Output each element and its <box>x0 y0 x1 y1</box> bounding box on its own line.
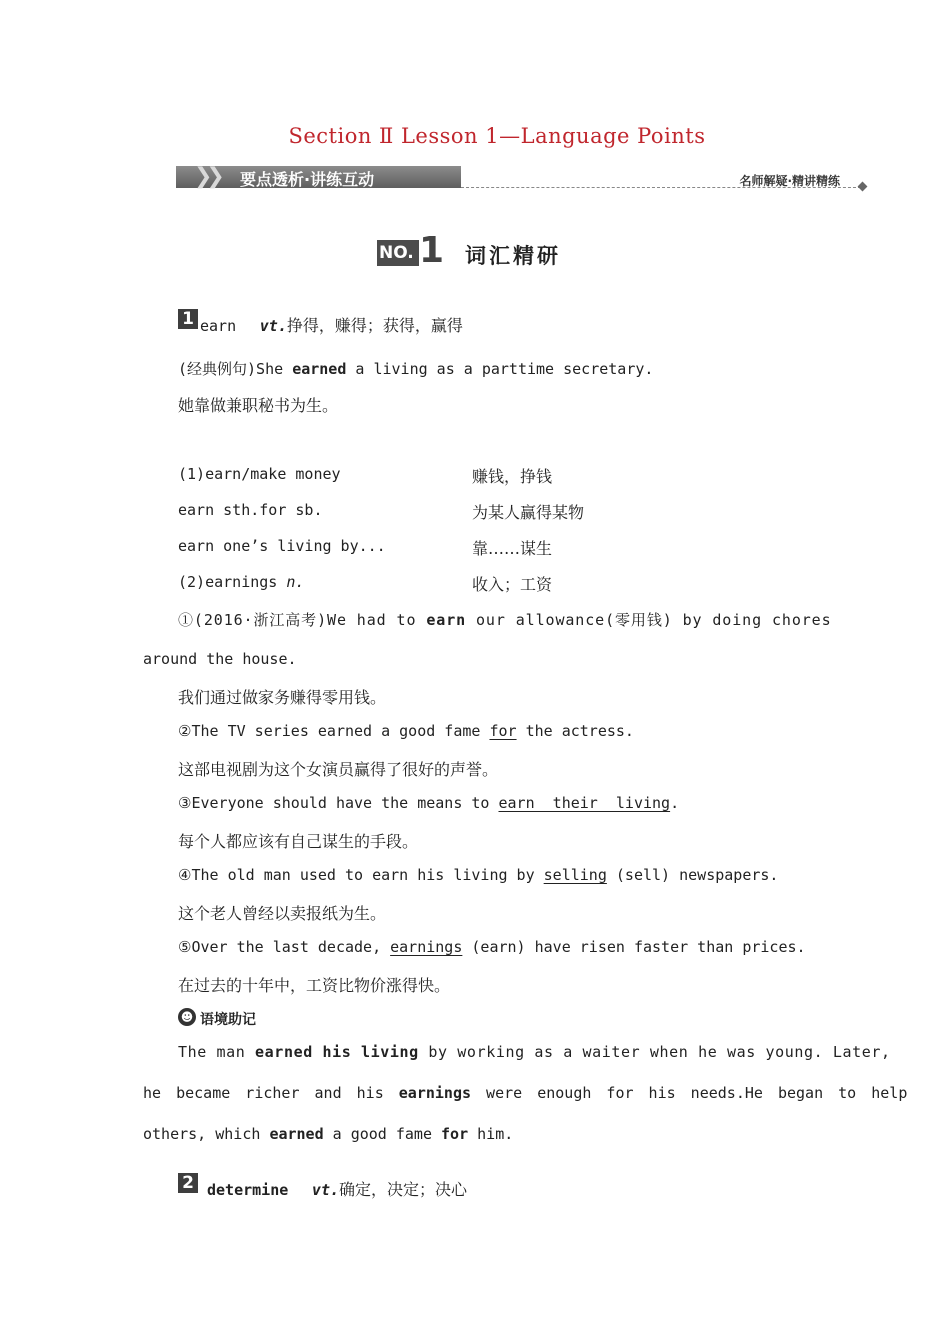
tip-text: others, which <box>143 1125 270 1143</box>
phrase-en: (1)earn/make money <box>178 465 341 483</box>
exercise-5 <box>178 938 806 956</box>
chevron-right-icon: ❯❯ <box>194 164 219 189</box>
exercise-1 <box>178 609 832 630</box>
exercise-3 <box>178 794 679 812</box>
tip-keyword: earned his living <box>255 1043 419 1061</box>
exercise-answer: for <box>489 722 517 740</box>
exercise-text: . <box>670 794 680 812</box>
example-suffix: a living as a parttime secretary. <box>346 360 654 378</box>
badge-number: 1 <box>419 230 445 271</box>
phrase-cn: 赚钱，挣钱 <box>472 467 553 486</box>
exercise-text: ③Everyone should have the means to <box>178 794 499 812</box>
page-title: Section Ⅱ Lesson 1—Language Points <box>288 124 706 148</box>
example-sentence <box>178 358 653 379</box>
section-number-badge <box>377 230 445 271</box>
example-prefix: (经典例句)She <box>178 360 293 378</box>
exercise-text: (earn) have risen faster than prices. <box>462 938 806 956</box>
entry-pos: vt. <box>259 317 287 335</box>
exercise-1-translation: 我们通过做家务赚得零用钱。 <box>178 688 387 707</box>
exercise-answer: selling <box>543 866 607 884</box>
entry-word: earn <box>200 317 237 335</box>
entry-header <box>207 1177 467 1200</box>
tip-text: by working as a waiter when he was young. Later, <box>418 1043 891 1061</box>
badge-label: NO. <box>377 240 419 266</box>
phrase-cn: 收入；工资 <box>472 575 553 594</box>
tip-text: a good fame <box>323 1125 442 1143</box>
exercise-text: ④The old man used to earn his living by <box>178 866 544 884</box>
entry-meaning: 挣得，赚得；获得，赢得 <box>286 316 463 335</box>
diamond-icon <box>858 182 868 192</box>
entry-pos: vt. <box>311 1181 340 1199</box>
tip-line <box>143 1084 907 1102</box>
exercise-3-translation: 每个人都应该有自己谋生的手段。 <box>178 832 419 851</box>
exercise-5-translation: 在过去的十年中，工资比物价涨得快。 <box>178 976 451 995</box>
tip-line <box>143 1125 513 1143</box>
entry-number-icon: 1 <box>178 309 198 329</box>
exercise-text: our allowance(零用钱) by doing chores <box>466 611 832 629</box>
phrase-en: earn sth.for sb. <box>178 501 323 519</box>
section-heading: 词汇精研 <box>465 244 561 268</box>
exercise-text: the actress. <box>516 722 634 740</box>
exercise-text: (sell) newspapers. <box>606 866 779 884</box>
exercise-text: ②The TV series earned a good fame <box>178 722 490 740</box>
phrase-en <box>178 573 304 591</box>
entry-word: determine <box>207 1181 289 1199</box>
head-icon: ☻ <box>178 1008 196 1026</box>
exercise-4 <box>178 866 778 884</box>
example-translation: 她靠做兼职秘书为生。 <box>178 396 339 415</box>
tip-keyword: earnings <box>398 1084 472 1102</box>
exercise-4-translation: 这个老人曾经以卖报纸为生。 <box>178 904 387 923</box>
tip-text: he became richer and his <box>143 1084 399 1102</box>
phrase-en: earn one’s living by... <box>178 537 386 555</box>
tip-keyword: for <box>441 1125 469 1143</box>
phrase-cn: 为某人赢得某物 <box>472 503 585 522</box>
exercise-2 <box>178 722 634 740</box>
entry-number-icon: 2 <box>178 1173 198 1193</box>
exercise-2-translation: 这部电视剧为这个女演员赢得了很好的声誉。 <box>178 760 499 779</box>
exercise-keyword: earn <box>426 611 467 629</box>
tip-text: him. <box>468 1125 514 1143</box>
example-keyword: earned <box>292 360 347 378</box>
tip-text: The man <box>178 1043 256 1061</box>
phrase-word: (2)earnings <box>178 573 287 591</box>
exercise-1-continued: around the house. <box>143 650 297 668</box>
tip-keyword: earned <box>269 1125 324 1143</box>
exercise-answer: earn their living <box>498 794 671 812</box>
exercise-answer: earnings <box>390 938 463 956</box>
entry-header <box>200 313 463 336</box>
phrase-pos: n. <box>286 573 305 591</box>
tip-line <box>178 1043 891 1061</box>
exercise-text: ①(2016·浙江高考)We had to <box>178 611 427 629</box>
entry-meaning: 确定，决定；决心 <box>339 1180 468 1199</box>
tip-label: 语境助记 <box>200 1012 256 1028</box>
banner-right-text: 名师解疑·精讲精练 <box>739 174 840 188</box>
phrase-cn: 靠……谋生 <box>472 539 553 558</box>
exercise-text: ⑤Over the last decade, <box>178 938 391 956</box>
section-banner <box>176 164 866 190</box>
banner-left-text: 要点透析·讲练互动 <box>240 170 375 189</box>
tip-text: were enough for his needs.He began to help <box>471 1084 908 1102</box>
